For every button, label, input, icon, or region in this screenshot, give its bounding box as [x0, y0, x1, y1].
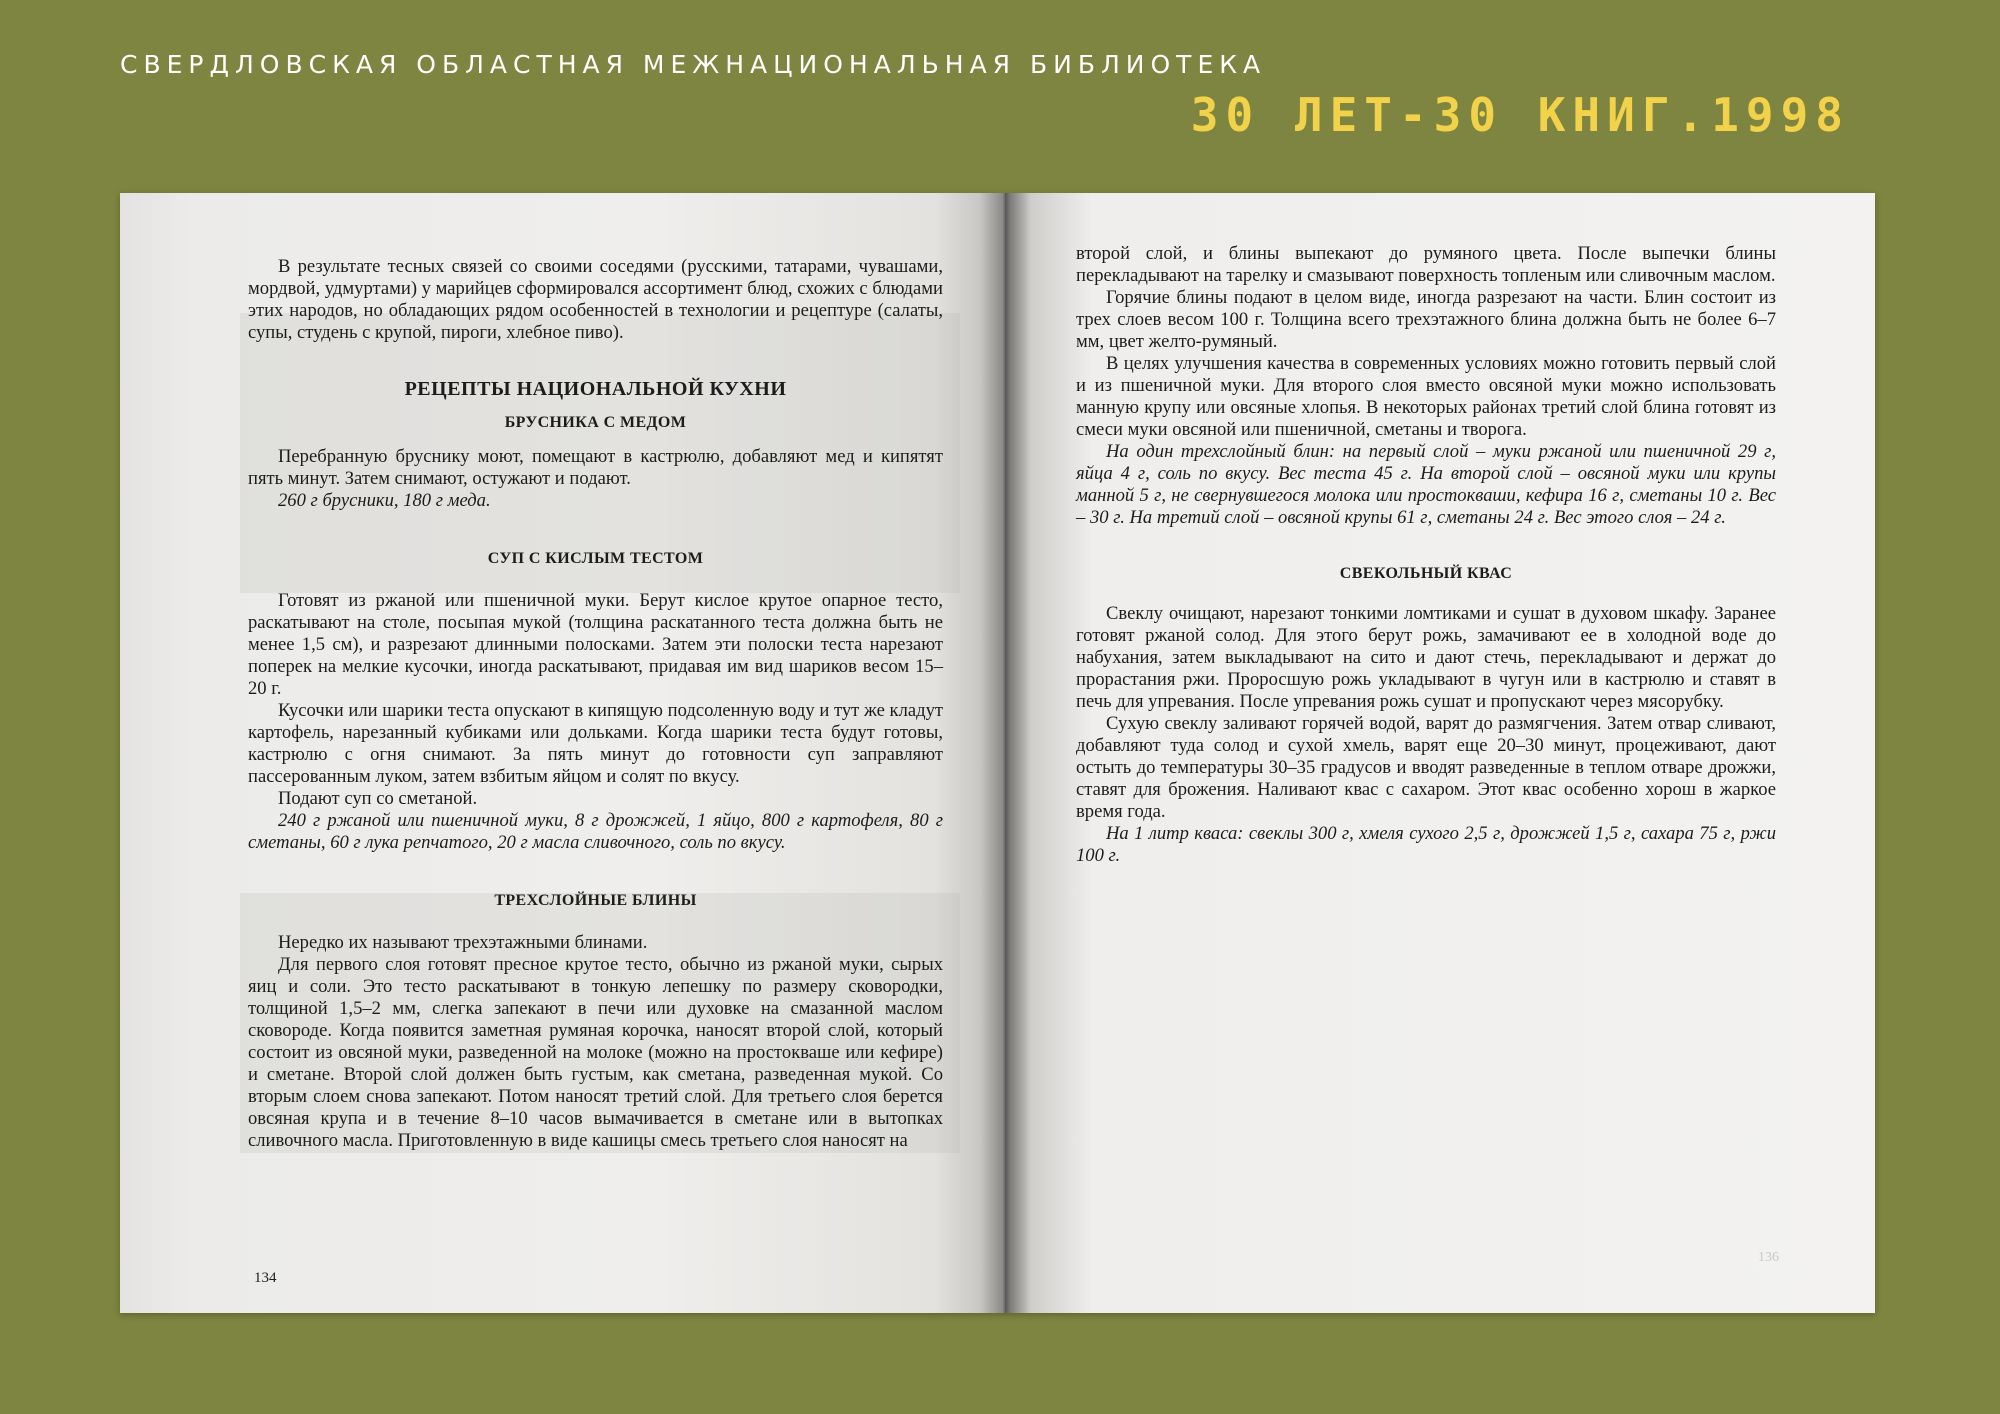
paragraph: Горячие блины подают в целом виде, иногда разрезают на части. Блин состоит из трех слоев весом 100 г. Толщина всего трехэтажного блина должна быть не более 6–7 мм, цвет желто-румяный. [1076, 287, 1776, 352]
paragraph: второй слой, и блины выпекают до румяного цвета. После выпечки блины перекладывают на тарелку и смазывают поверхность топленым или сливочным маслом. [1076, 243, 1776, 286]
right-page [1005, 193, 1875, 1313]
recipe-ingredients: 240 г ржаной или пшеничной муки, 8 г дрожжей, 1 яйцо, 800 г картофеля, 80 г сметаны, 60 г лука репчатого, 20 г масла сливочного, соль по вкусу. [248, 810, 943, 853]
recipe-title: ТРЕХСЛОЙНЫЕ БЛИНЫ [494, 892, 697, 909]
recipe-paragraph: Перебранную бруснику моют, помещают в кастрюлю, добавляют мед и кипятят пять минут. Затем снимают, остужают и подают. [248, 446, 943, 489]
left-page-text [248, 256, 943, 1152]
page-number: 136 [1758, 1250, 1779, 1265]
page-title: 30 ЛЕТ-30 КНИГ.1998 [1190, 88, 1850, 142]
recipe-paragraph: Кусочки или шарики теста опускают в кипящую подсоленную воду и тут же кладут картофель, нарезанный кубиками или дольками. Когда шарики теста будут готовы, кастрюлю с огня снимают. За пять минут до готовности суп заправляют пассерованным луком, затем взбитым яйцом и солят по вкусу. [248, 700, 943, 787]
library-name: СВЕРДЛОВСКАЯ ОБЛАСТНАЯ МЕЖНАЦИОНАЛЬНАЯ БИБЛИОТЕКА [120, 50, 1267, 79]
intro-paragraph: В результате тесных связей со своими соседями (русскими, татарами, чувашами, мордвой, удмуртами) у марийцев сформировался ассортимент блюд, схожих с блюдами этих народов, но обладающих рядом особенностей в технологии и рецептуре (салаты, супы, студень с крупой, пироги, хлебное пиво). [248, 256, 943, 343]
recipe-paragraph: Нередко их называют трехэтажными блинами. [278, 932, 648, 953]
paragraph: Свеклу очищают, нарезают тонкими ломтиками и сушат в духовом шкафу. Заранее готовят ржаной солод. Для этого берут рожь, замачивают ее в холодной воде до набухания, затем выкладывают на сито и дают стечь, перекладывают и держат до прорастания ржи. Проросшую рожь укладывают в чугун или в кастрюлю и ставят в печь для упревания. После упревания рожь сушат и пропускают через мясорубку. [1076, 603, 1776, 712]
recipe-ingredients: На 1 литр кваса: свеклы 300 г, хмеля сухого 2,5 г, дрожжей 1,5 г, сахара 75 г, ржи 100 г. [1076, 823, 1776, 866]
recipe-title: СУП С КИСЛЫМ ТЕСТОМ [487, 550, 704, 567]
book-spine [980, 193, 1030, 1313]
section-title: РЕЦЕПТЫ НАЦИОНАЛЬНОЙ КУХНИ [404, 378, 787, 400]
recipe-paragraph: Для первого слоя готовят пресное крутое тесто, обычно из ржаной муки, сырых яиц и соли. Это тесто раскатывают в тонкую лепешку по размеру сковородки, толщиной 1,5–2 мм, слегка запекают в печи или духовке на смазанной маслом сковороде. Когда появится заметная румяная корочка, наносят второй слой, который состоит из овсяной муки, разведенной на молоке (можно на простокваше или кефире) и сметане. Второй слой должен быть густым, как сметана, разведенная мукой. Со вторым слоем снова запекают. Потом наносят третий слой. Для третьего слоя берется овсяная крупа и в течение 8–10 часов вымачивается в сметане или в вытопках сливочного масла. Приготовленную в виде кашицы смесь третьего слоя наносят на [248, 954, 943, 1151]
recipe-title: БРУСНИКА С МЕДОМ [504, 414, 687, 431]
page-number: 134 [254, 1270, 277, 1286]
recipe-paragraph: Готовят из ржаной или пшеничной муки. Берут кислое крутое опарное тесто, раскатывают на столе, посыпая мукой (толщина раскатанного теста должна быть не менее 1,5 см), и разрезают длинными полосками. Затем эти полоски теста нарезают поперек на мелкие кусочки, иногда раскатывают, придавая им вид шариков весом 15–20 г. [248, 590, 943, 699]
paragraph: В целях улучшения качества в современных условиях можно готовить первый слой и из пшеничной муки. Для второго слоя вместо овсяной муки можно использовать манную крупу или овсяные хлопья. В некоторых районах третий слой блина готовят из смеси муки овсяной или пшеничной, сметаны и творога. [1076, 353, 1776, 440]
recipe-ingredients: 260 г брусники, 180 г меда. [278, 490, 491, 511]
right-page-text [1076, 243, 1776, 867]
recipe-paragraph: Подают суп со сметаной. [278, 788, 478, 809]
recipe-title: СВЕКОЛЬНЫЙ КВАС [1339, 565, 1513, 582]
left-page [120, 193, 1005, 1313]
recipe-ingredients: На один трехслойный блин: на первый слой – муки ржаной или пшеничной 29 г, яйца 4 г, соль по вкусу. Вес теста 45 г. На второй слой – овсяной муки или крупы манной 5 г, не свернувшегося молока или простокваши, кефира 16 г, сметаны 10 г. Вес – 30 г. На третий слой – овсяной крупы 61 г, сметаны 24 г. Вес этого слоя – 24 г. [1076, 441, 1776, 528]
paragraph: Сухую свеклу заливают горячей водой, варят до размягчения. Затем отвар сливают, добавляют туда солод и сухой хмель, варят еще 20–30 минут, процеживают, дают остыть до температуры 30–35 градусов и вводят разведенные в теплом отваре дрожжи, ставят для брожения. Наливают квас с сахаром. Этот квас особенно хорош в жаркое время года. [1076, 713, 1776, 822]
book-spread [120, 193, 1875, 1313]
